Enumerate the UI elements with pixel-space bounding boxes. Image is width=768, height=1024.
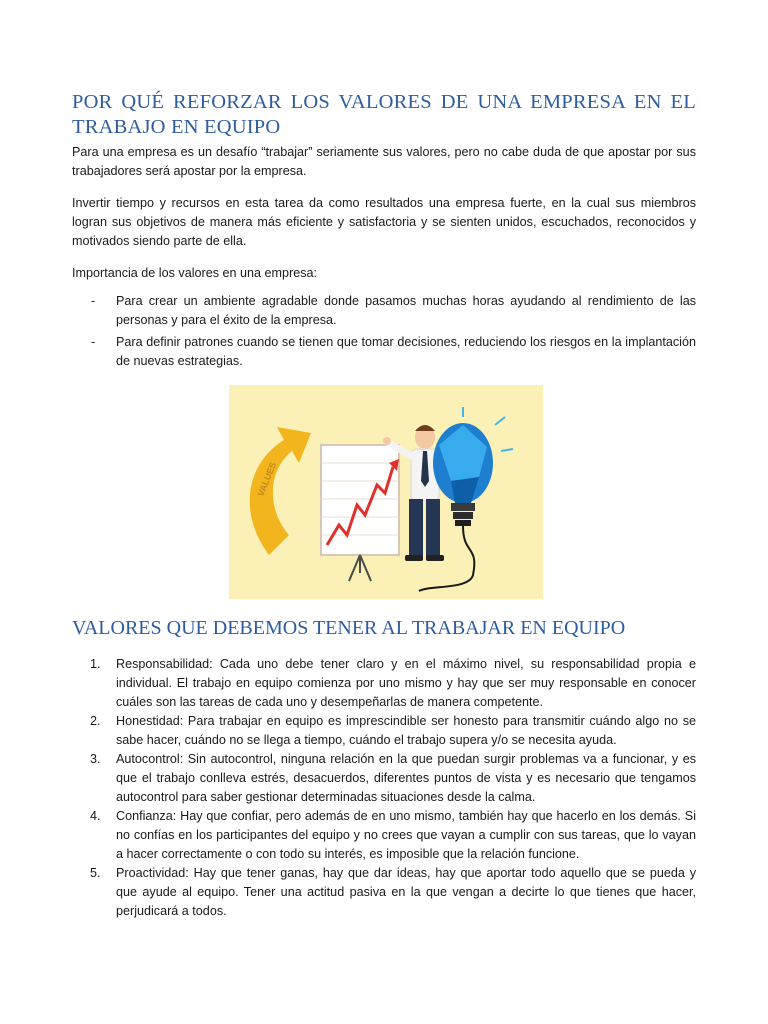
document-page	[72, 90, 696, 921]
list-item	[72, 807, 696, 864]
list-item	[72, 750, 696, 807]
flipchart-icon	[321, 445, 399, 581]
dash-marker: -	[91, 335, 96, 349]
page-title: POR QUÉ REFORZAR LOS VALORES DE UNA EMPRESA EN EL TRABAJO EN EQUIPO	[72, 91, 696, 138]
list-item-text: Para definir patrones cuando se tienen que tomar decisiones, reduciendo los riesgos en la implantación de nuevas estrategias.	[116, 335, 696, 368]
list-item-text: Honestidad: Para trabajar en equipo es imprescindible ser honesto para transmitir cuándo algo no se sabe hacer, cuándo no se llega a tiempo, cuándo el trabajo supera y/o se necesita ayuda.	[116, 714, 696, 747]
illustration-artwork	[229, 385, 543, 599]
dash-marker: -	[91, 294, 96, 308]
list-item	[72, 712, 696, 750]
list-item-text: Autocontrol: Sin autocontrol, ninguna relación en la que puedan surgir problemas va a funcionar, y es que el trabajo conlleva estrés, desacuerdos, diferentes puntos de vista y es necesario que tengamos autocontrol para saber gestionar determinadas situaciones desde la calma.	[116, 752, 696, 804]
list-item-text: Confianza: Hay que confiar, pero además de en uno mismo, también hay que hacerlo en los demás. Si no confías en los participantes del equipo y no crees que vayan a cumplir con sus tareas, que lo vayan a hacer correctamente o con todo su interés, es imposible que la relación funcione.	[116, 809, 696, 861]
list-item-text: Proactividad: Hay que tener ganas, hay que dar ideas, hay que aportar todo aquello que se pueda y que ayude al equipo. Tener una actitud pasiva en la que vengan a decirte lo que tienes que hacer, perjudicará a todos.	[116, 866, 696, 918]
intro-paragraph-2: Invertir tiempo y recursos en esta tarea da como resultados una empresa fuerte, en la cual sus miembros logran sus objetivos de manera más eficiente y satisfactoria y se sienten unidos, escuchados, reconocidos y motivados siendo parte de ella.	[72, 196, 696, 248]
list-item	[72, 655, 696, 712]
list-item-text: Para crear un ambiente agradable donde pasamos muchas horas ayudando al rendimiento de las personas y para el éxito de la empresa.	[116, 294, 696, 327]
arrow-label: VALUES	[255, 460, 279, 498]
importance-lead: Importancia de los valores en una empresa:	[72, 266, 318, 280]
section-heading: VALORES QUE DEBEMOS TENER AL TRABAJAR EN EQUIPO	[72, 617, 626, 639]
importance-list	[72, 292, 696, 371]
list-item	[72, 292, 696, 330]
list-item	[72, 864, 696, 921]
list-number: 5.	[90, 866, 101, 880]
values-illustration	[229, 385, 543, 599]
list-number: 4.	[90, 809, 101, 823]
values-list	[72, 655, 696, 921]
list-number: 3.	[90, 752, 101, 766]
list-item	[72, 333, 696, 371]
list-number: 2.	[90, 714, 101, 728]
list-number: 1.	[90, 657, 101, 671]
intro-paragraph-1: Para una empresa es un desafío “trabajar” seriamente sus valores, pero no cabe duda de que apostar por sus trabajadores será apostar por la empresa.	[72, 145, 696, 178]
list-item-text: Responsabilidad: Cada uno debe tener claro y en el máximo nivel, su responsabilidad propia e individual. El trabajo en equipo comienza por uno mismo y hay que ser muy responsable en conocer cuáles son las tareas de cada uno y desempeñarlas de manera competente.	[116, 657, 696, 709]
